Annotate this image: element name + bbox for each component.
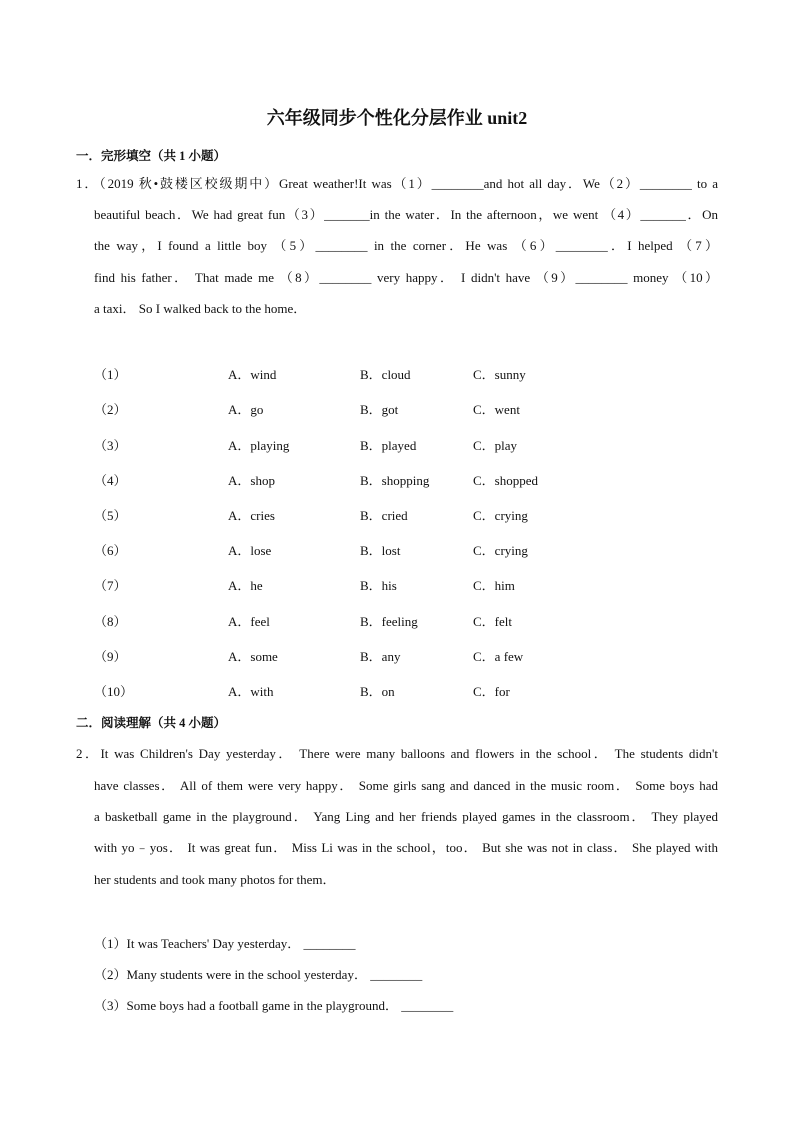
option-c: C．a few — [473, 649, 524, 664]
option-number: （8） — [94, 614, 127, 629]
option-b: B．lost — [360, 543, 401, 558]
option-c: C．play — [473, 438, 518, 453]
option-number: （6） — [94, 543, 127, 558]
option-b: B．cloud — [360, 367, 411, 382]
option-number: （7） — [94, 578, 127, 593]
option-number: （3） — [94, 438, 127, 453]
option-c: C．crying — [473, 543, 528, 558]
option-number: （2） — [94, 402, 127, 417]
q1-passage-line-3: the way，I found a little boy （5）________ in the corner．He was （6）________．I helped （7） — [94, 238, 718, 253]
q1-passage-line-1: 1．（2019 秋•鼓楼区校级期中）Great weather!It was（1）________and hot all day．We（2）________ to a — [76, 176, 718, 191]
q1-passage-line-2: beautiful beach．We had great fun（3）_______in the water．In the afternoon，we went （4）_______．On — [94, 207, 718, 222]
option-c: C．for — [473, 684, 510, 699]
option-b: B．got — [360, 402, 399, 417]
option-number: （5） — [94, 508, 127, 523]
option-b: B．played — [360, 438, 417, 453]
option-c: C．went — [473, 402, 520, 417]
option-a: A．shop — [228, 473, 275, 488]
option-a: A．wind — [228, 367, 277, 382]
option-c: C．shopped — [473, 473, 539, 488]
q1-passage-line-5: a taxi． So I walked back to the home． — [94, 301, 307, 316]
statement-3: （3）Some boys had a football game in the playground． ________ — [94, 998, 454, 1013]
q2-passage-line-1: 2．It was Children's Day yesterday． There were many balloons and flowers in the school． The students didn't — [76, 746, 718, 761]
option-number: （10） — [94, 684, 134, 699]
option-a: A．go — [228, 402, 264, 417]
option-c: C．him — [473, 578, 515, 593]
section-heading-cloze: 一．完形填空（共 1 小题） — [76, 149, 227, 163]
q1-passage-line-4: find his father． That made me （8）________ very happy． I didn't have （9）________ money （10） — [94, 270, 718, 285]
q2-passage-line-2: have classes． All of them were very happy． Some girls sang and danced in the music room． Some boys had — [94, 778, 718, 793]
option-b: B．feeling — [360, 614, 418, 629]
option-c: C．crying — [473, 508, 528, 523]
option-number: （4） — [94, 473, 127, 488]
option-a: A．cries — [228, 508, 275, 523]
option-a: A．with — [228, 684, 274, 699]
q2-passage-line-3: a basketball game in the playground． Yang Ling and her friends played games in the classroom． They played — [94, 809, 718, 824]
section-heading-reading: 二．阅读理解（共 4 小题） — [76, 716, 227, 730]
option-number: （9） — [94, 649, 127, 664]
option-number: （1） — [94, 367, 127, 382]
option-a: A．lose — [228, 543, 272, 558]
option-b: B．on — [360, 684, 395, 699]
option-c: C．sunny — [473, 367, 526, 382]
option-b: B．cried — [360, 508, 408, 523]
option-b: B．any — [360, 649, 401, 664]
q2-passage-line-4: with yo﹣yos． It was great fun． Miss Li was in the school，too． But she was not in class． She played with — [94, 840, 718, 855]
option-a: A．playing — [228, 438, 290, 453]
statement-1: （1）It was Teachers' Day yesterday． ________ — [94, 936, 356, 951]
option-c: C．felt — [473, 614, 512, 629]
statement-2: （2）Many students were in the school yesterday． ________ — [94, 967, 423, 982]
option-a: A．some — [228, 649, 278, 664]
option-b: B．his — [360, 578, 397, 593]
option-b: B．shopping — [360, 473, 430, 488]
option-a: A．feel — [228, 614, 270, 629]
option-a: A．he — [228, 578, 263, 593]
q2-passage-line-5: her students and took many photos for them． — [94, 872, 336, 887]
page-title: 六年级同步个性化分层作业 unit2 — [266, 108, 528, 128]
